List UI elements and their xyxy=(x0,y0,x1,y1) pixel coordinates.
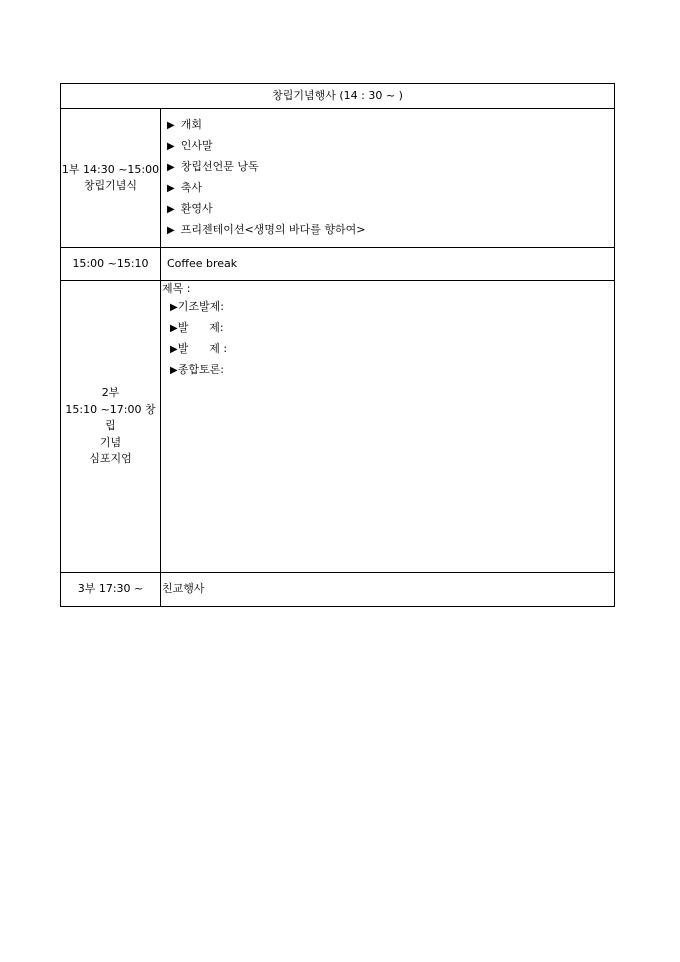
triangle-bullet-icon: ▶ xyxy=(167,162,175,173)
symposium-program-cell xyxy=(161,281,615,573)
list-item: ▶ 개회 xyxy=(167,115,614,136)
list-item: ▶종합토론: xyxy=(170,363,224,376)
triangle-bullet-icon: ▶ xyxy=(167,225,175,236)
ceremony-program-cell xyxy=(161,109,615,248)
session-time-cell: 1부 14:30 ~15:00 창립기념식 xyxy=(61,109,161,248)
table-row xyxy=(61,281,615,573)
table-row xyxy=(61,109,615,248)
list-item: ▶ 창립선언문 낭독 xyxy=(167,157,614,178)
event-schedule-table xyxy=(60,83,615,607)
session-time-cell: 15:00 ~15:10 xyxy=(61,248,161,281)
list-item: ▶발 제: xyxy=(170,321,224,334)
list-item: ▶ 프리젠테이션<생명의 바다를 향하여> xyxy=(167,220,614,241)
table-title: 창립기념행사 (14 : 30 ~ ) xyxy=(61,84,615,109)
table-row xyxy=(61,248,615,281)
triangle-bullet-icon: ▶ xyxy=(170,365,178,376)
session-time-cell: 3부 17:30 ~ xyxy=(61,573,161,607)
triangle-bullet-icon: ▶ xyxy=(167,204,175,215)
coffee-break-cell: Coffee break xyxy=(161,248,615,281)
ceremony-program-list xyxy=(167,115,614,241)
table-row xyxy=(61,573,615,607)
social-event-cell: 친교행사 xyxy=(161,573,615,607)
session-time-cell: 2부 15:10 ~17:00 창립 기념 심포지엄 xyxy=(61,281,161,573)
triangle-bullet-icon: ▶ xyxy=(170,323,178,334)
triangle-bullet-icon: ▶ xyxy=(167,141,175,152)
symposium-program-list xyxy=(162,297,614,381)
list-item: ▶ 환영사 xyxy=(167,199,614,220)
list-item: ▶ 인사말 xyxy=(167,136,614,157)
symposium-title-label: 제목 : xyxy=(162,282,191,295)
list-item: ▶기조발제: xyxy=(170,300,224,313)
triangle-bullet-icon: ▶ xyxy=(170,344,178,355)
list-item: ▶발 제 : xyxy=(170,342,228,355)
triangle-bullet-icon: ▶ xyxy=(170,302,178,313)
table-title-row xyxy=(61,84,615,109)
triangle-bullet-icon: ▶ xyxy=(167,183,175,194)
list-item: ▶ 축사 xyxy=(167,178,614,199)
triangle-bullet-icon: ▶ xyxy=(167,120,175,131)
